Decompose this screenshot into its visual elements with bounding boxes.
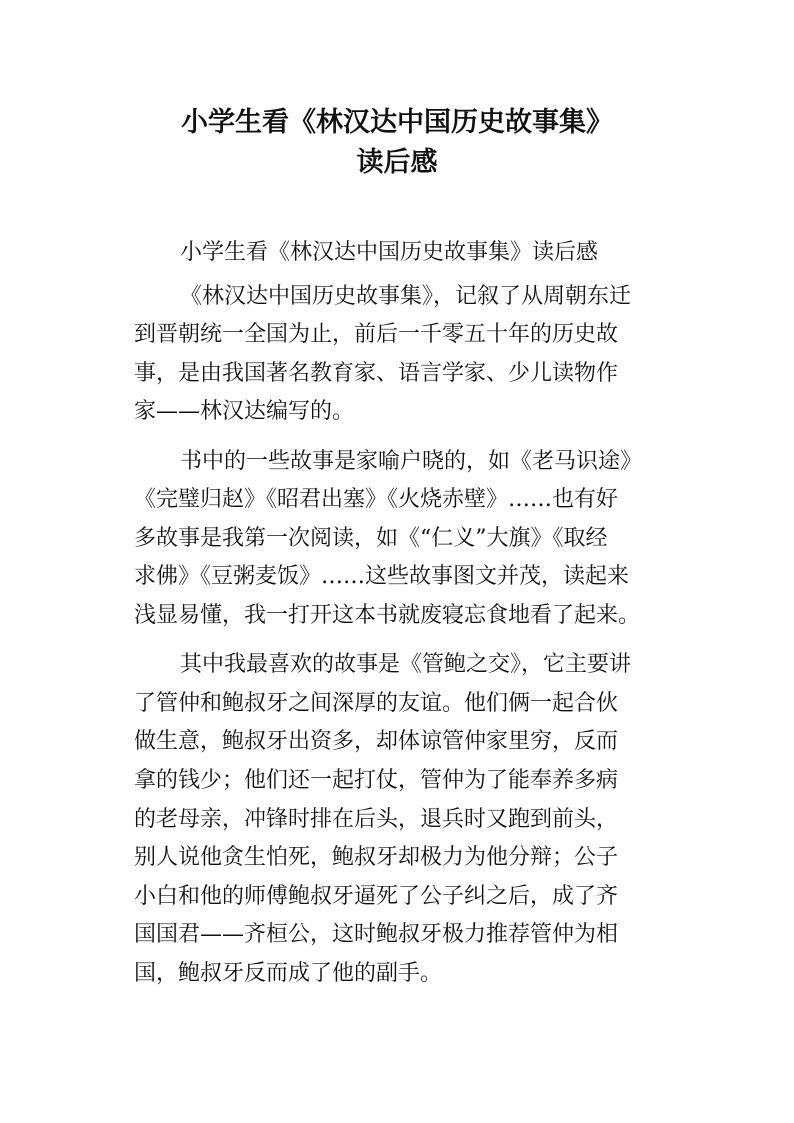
- body-line: 国国君——齐桓公，这时鲍叔牙极力推荐管仲为相: [134, 922, 619, 947]
- body-line: 了管仲和鲍叔牙之间深厚的友谊。他们俩一起合伙: [134, 691, 619, 716]
- body-line: 《林汉达中国历史故事集》，记叙了从周朝东迁: [180, 284, 632, 309]
- body-line: 书中的一些故事是家喻户晓的，如《老马识途》: [180, 449, 643, 474]
- body-line: 家——林汉达编写的。: [134, 399, 355, 424]
- body-line: 求佛》《豆粥麦饭》……这些故事图文并茂，读起来: [134, 564, 630, 589]
- body-line: 事，是由我国著名教育家、语言学家、少儿读物作: [134, 361, 619, 386]
- document-title-line-1: 小学生看《林汉达中国历史故事集》: [181, 107, 613, 138]
- body-line: 到晋朝统一全国为止，前后一千零五十年的历史故: [134, 322, 619, 347]
- body-line: 小学生看《林汉达中国历史故事集》读后感: [180, 240, 599, 265]
- body-line: 浅显易懂，我一打开这本书就废寝忘食地看了起来。: [134, 603, 641, 628]
- body-line: 别人说他贪生怕死，鲍叔牙却极力为他分辩；公子: [134, 845, 619, 870]
- document-title-line-2: 读后感: [356, 147, 438, 178]
- body-line: 其中我最喜欢的故事是《管鲍之交》，它主要讲: [180, 652, 632, 677]
- body-line: 的老母亲，冲锋时排在后头，退兵时又跑到前头，: [134, 807, 619, 832]
- body-line: 多故事是我第一次阅读，如《“仁义”大旗》《取经: [134, 526, 608, 551]
- body-line: 《完璧归赵》《昭君出塞》《火烧赤壁》……也有好: [134, 487, 619, 512]
- body-line: 拿的钱少；他们还一起打仗，管仲为了能奉养多病: [134, 768, 619, 793]
- body-line: 国，鲍叔牙反而成了他的副手。: [134, 961, 443, 986]
- body-line: 做生意，鲍叔牙出资多，却体谅管仲家里穷，反而: [134, 729, 619, 754]
- body-line: 小白和他的师傅鲍叔牙逼死了公子纠之后，成了齐: [134, 884, 619, 909]
